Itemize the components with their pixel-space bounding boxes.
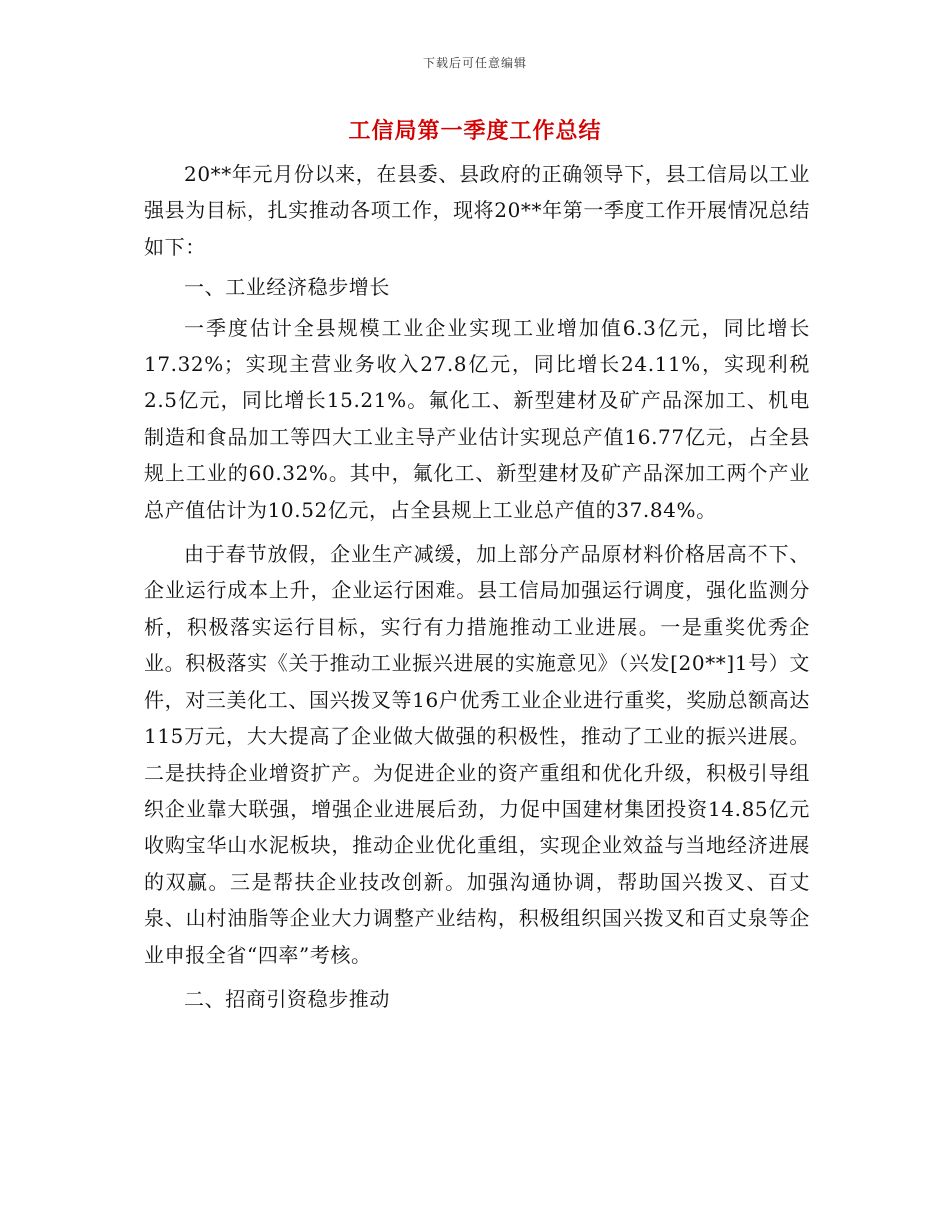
document-title: 工信局第一季度工作总结	[348, 119, 602, 144]
intro-paragraph: 20**年元月份以来，在县委、县政府的正确领导下，县工信局以工业强县为目标，扎实推动各项工作，现将20**年第一季度工作开展情况总结如下：	[144, 162, 810, 259]
section-1-paragraph-1: 一季度估计全县规模工业企业实现工业增加值6.3亿元，同比增长17.32%；实现主营业务收入27.8亿元，同比增长24.11%，实现利税2.5亿元，同比增长15.21%。氟化工、新型建材及矿产品深加工、机电制造和食品加工等四大工业主导产业估计实现总产值16.77亿元，占全县规上工业的60.32%。其中，氟化工、新型建材及矿产品深加工两个产业总产值估计为10.52亿元，占全县规上工业总产值的37.84%。	[144, 315, 810, 522]
header-note: 下载后可任意编辑	[422, 56, 527, 70]
document-body	[144, 156, 810, 1017]
section-1-paragraph-2: 由于春节放假，企业生产减缓，加上部分产品原材料价格居高不下、企业运行成本上升，企业运行困难。县工信局加强运行调度，强化监测分析，积极落实运行目标，实行有力措施推动工业进展。一是重奖优秀企业。积极落实《关于推动工业振兴进展的实施意见》（兴发[20**]1号）文件，对三美化工、国兴拨叉等16户优秀工业企业进行重奖，奖励总额高达115万元，大大提高了企业做大做强的积极性，推动了工业的振兴进展。二是扶持企业增资扩产。为促进企业的资产重组和优化升级，积极引导组织企业靠大联强，增强企业进展后劲，力促中国建材集团投资14.85亿元收购宝华山水泥板块，推动企业优化重组，实现企业效益与当地经济进展的双赢。三是帮扶企业技改创新。加强沟通协调，帮助国兴拨叉、百丈泉、山村油脂等企业大力调整产业结构，积极组织国兴拨叉和百丈泉等企业申报全省“四率”考核。	[144, 542, 810, 967]
section-heading-1: 一、工业经济稳步增长	[184, 275, 390, 300]
section-heading-2: 二、招商引资稳步推动	[184, 986, 390, 1011]
